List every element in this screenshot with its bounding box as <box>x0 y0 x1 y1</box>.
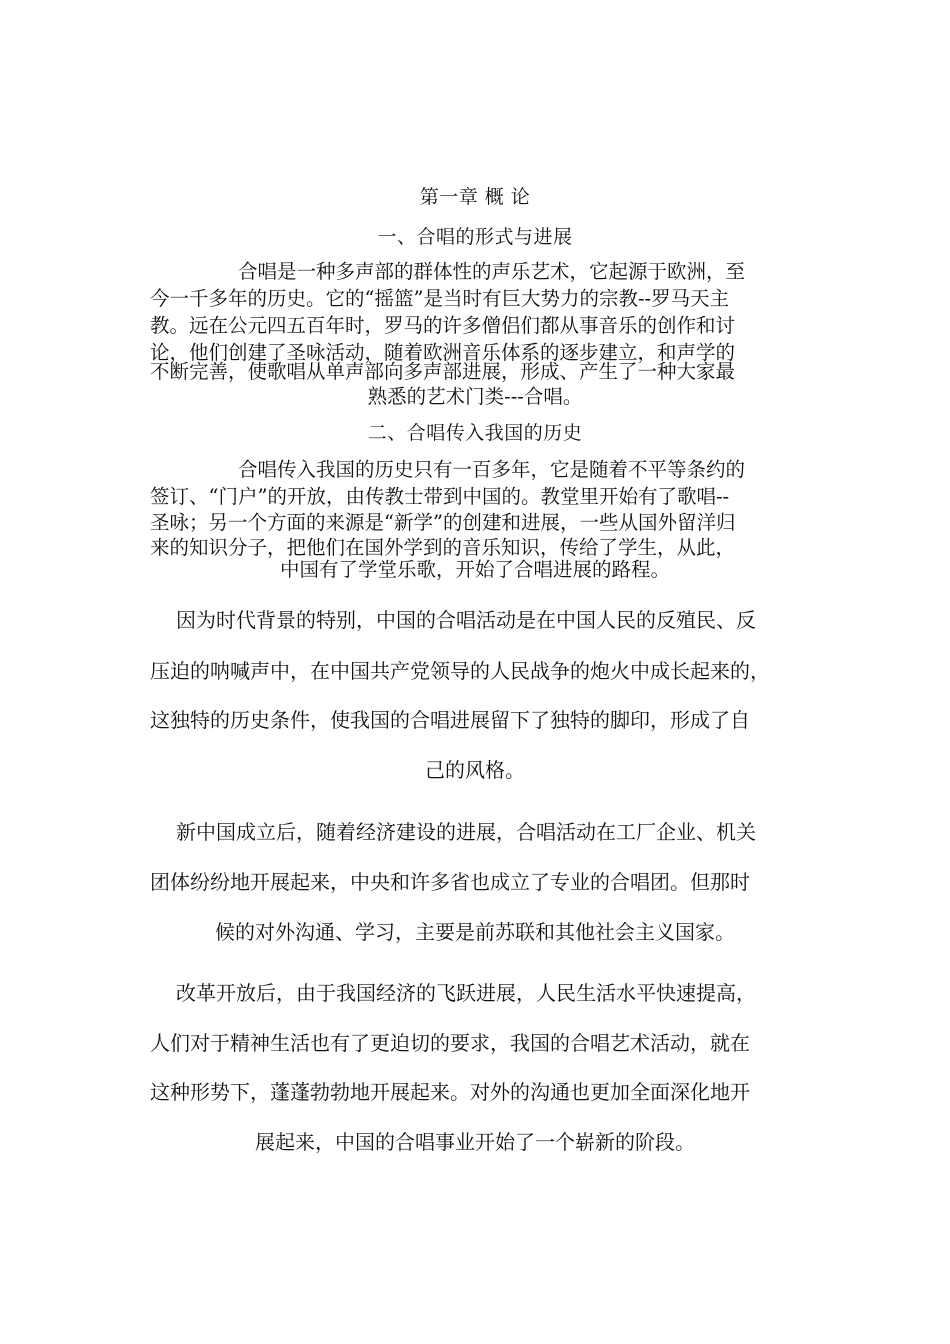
section2-title: 二、合唱传入我国的历史 <box>367 422 583 444</box>
section2-line: 中国有了学堂乐歌，开始了合唱进展的路程。 <box>279 558 670 581</box>
paragraph-line: 这独特的历史条件，使我国的合唱进展留下了独特的脚印，形成了自 <box>150 708 750 732</box>
paragraph-line: 因为时代背景的特别，中国的合唱活动是在中国人民的反殖民、反 <box>176 608 756 632</box>
paragraph-line: 己的风格。 <box>425 758 525 782</box>
section2-line: 签订、“门户”的开放，由传教士带到中国的。教堂里开始有了歌唱-- <box>150 485 730 508</box>
section1-line: 今一千多年的历史。它的“摇篮”是当时有巨大势力的宗教--罗马天主 <box>150 287 730 310</box>
paragraph-line: 人们对于精神生活也有了更迫切的要求，我国的合唱艺术活动，就在 <box>150 1031 750 1055</box>
paragraph-line: 这种形势下，蓬蓬勃勃地开展起来。对外的沟通也更加全面深化地开 <box>150 1080 750 1104</box>
section1-line: 合唱是一种多声部的群体性的声乐艺术，它起源于欧洲，至 <box>238 260 746 283</box>
section1-title: 一、合唱的形式与进展 <box>377 226 573 248</box>
paragraph-line: 改革开放后，由于我国经济的飞跃进展，人民生活水平快速提高， <box>176 981 756 1005</box>
section2-line: 合唱传入我国的历史只有一百多年，它是随着不平等条约的 <box>238 458 746 481</box>
section1-line: 论，他们创建了圣咏活动，随着欧洲音乐体系的逐步建立，和声学的 <box>150 341 736 364</box>
paragraph-line: 展起来，中国的合唱事业开始了一个崭新的阶段。 <box>255 1130 695 1154</box>
paragraph-line: 团体纷纷地开展起来，中央和许多省也成立了专业的合唱团。但那时 <box>150 870 750 894</box>
section2-line: 圣咏；另一个方面的来源是“新学”的创建和进展，一些从国外留洋归 <box>150 511 736 534</box>
section2-line: 来的知识分子，把他们在国外学到的音乐知识，传给了学生，从此， <box>150 536 736 559</box>
paragraph-line: 候的对外沟通、学习，主要是前苏联和其他社会主义国家。 <box>215 920 735 944</box>
paragraph-line: 新中国成立后，随着经济建设的进展，合唱活动在工厂企业、机关 <box>176 820 756 844</box>
chapter-title: 第一章 概 论 <box>419 186 531 208</box>
section1-line: 不断完善，使歌唱从单声部向多声部进展，形成、产生了一种大家最 <box>150 360 736 383</box>
paragraph-line: 压迫的呐喊声中，在中国共产党领导的人民战争的炮火中成长起来的， <box>150 659 770 683</box>
section1-line: 教。远在公元四五百年时，罗马的许多僧侣们都从事音乐的创作和讨 <box>150 314 736 337</box>
section1-line: 熟悉的艺术门类---合唱。 <box>367 385 583 408</box>
